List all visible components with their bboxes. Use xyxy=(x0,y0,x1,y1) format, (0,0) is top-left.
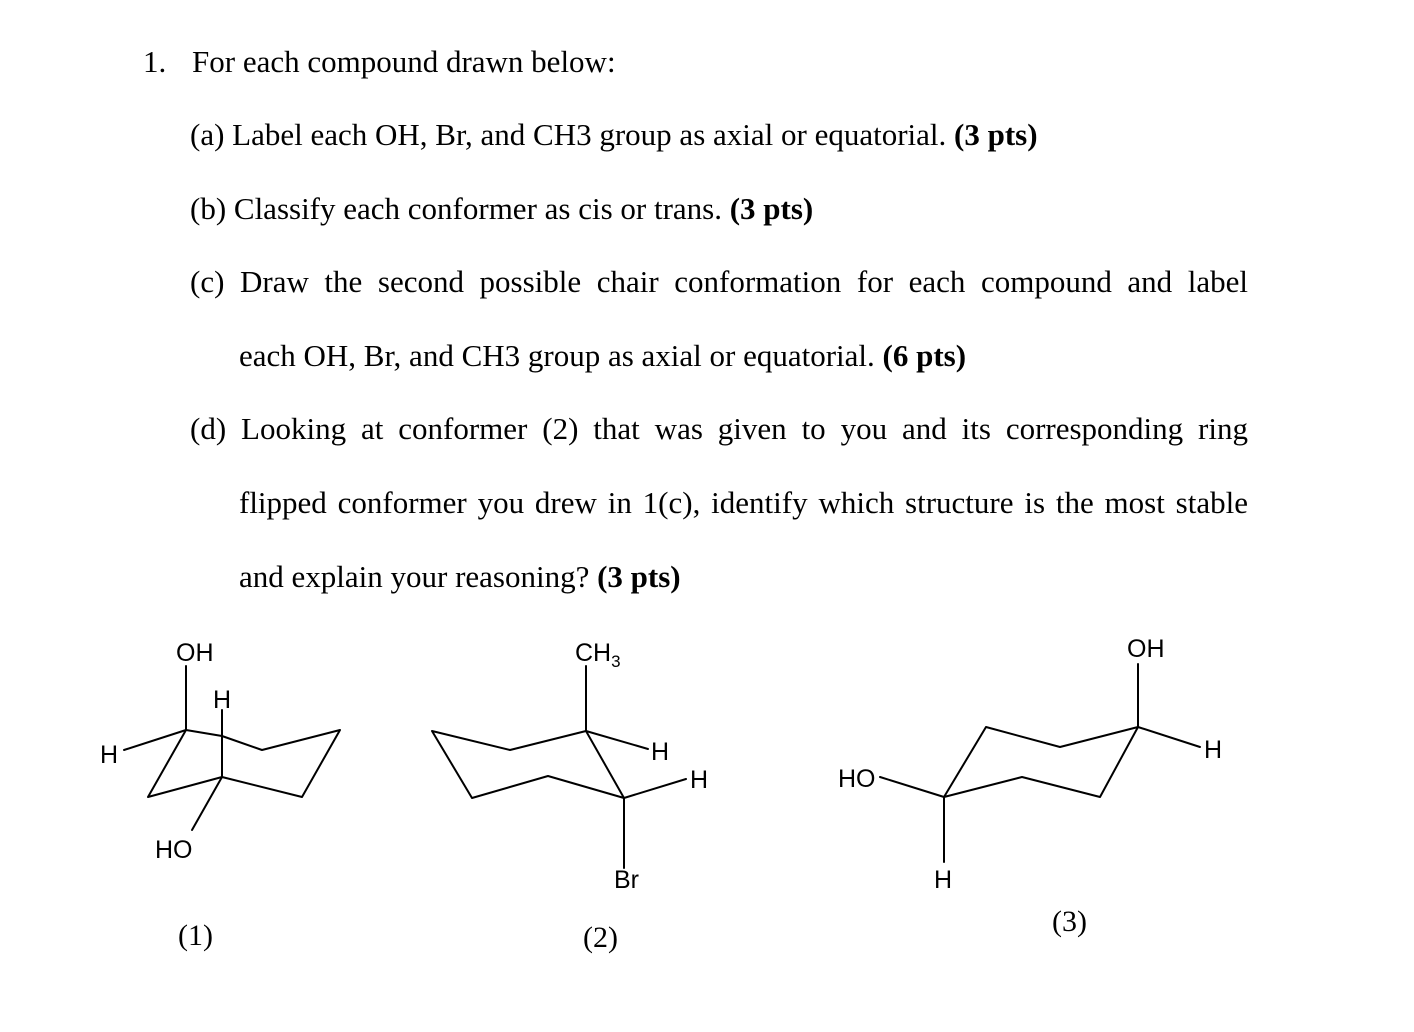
structure-3-ring xyxy=(944,727,1138,797)
structure-1-bonds xyxy=(124,666,340,830)
part-b-text: (b) Classify each conformer as cis or trans. xyxy=(190,191,722,226)
structure-3-oh-label: OH xyxy=(1127,635,1165,663)
structure-1-ho-label: HO xyxy=(155,836,193,864)
part-c-text: each OH, Br, and CH3 group as axial or equatorial. xyxy=(239,338,875,373)
structure-1-h-left-label: H xyxy=(100,741,119,769)
structure-1-oh-label: OH xyxy=(176,639,214,667)
structure-3-h-right-label: H xyxy=(1204,736,1223,764)
part-c-line2 xyxy=(239,338,966,374)
part-a xyxy=(190,117,1038,153)
structure-3-ho-bond xyxy=(880,777,944,797)
part-d-line3 xyxy=(239,559,681,595)
part-d-points: (3 pts) xyxy=(597,559,681,594)
structure-2-bonds xyxy=(432,666,686,868)
structure-2-h1-label: H xyxy=(651,738,670,766)
structure-3-h-bottom-label: H xyxy=(934,866,953,894)
part-d-line2: flipped conformer you drew in 1(c), identify which structure is the most stable xyxy=(239,485,1248,520)
structure-2-ring xyxy=(432,731,624,798)
structures-figure xyxy=(0,600,1414,1032)
structure-2-ch3-label xyxy=(575,639,621,671)
structure-2-ch3-main: CH xyxy=(575,639,612,667)
part-d-line1: (d) Looking at conformer (2) that was given to you and its corresponding ring xyxy=(190,411,1248,446)
question-intro: For each compound drawn below: xyxy=(192,44,616,79)
structure-3-ho-label: HO xyxy=(838,765,876,793)
part-b xyxy=(190,191,813,227)
structure-1-ring xyxy=(148,730,340,797)
structure-1-number: (1) xyxy=(178,919,213,952)
structure-2-ch3-subscript: 3 xyxy=(611,652,621,671)
structure-2-number: (2) xyxy=(583,921,618,954)
structure-1-h-top-label: H xyxy=(213,686,232,714)
part-b-points: (3 pts) xyxy=(729,191,814,226)
structure-1-ho-bond xyxy=(192,777,222,830)
structure-2-h2-label: H xyxy=(690,766,709,794)
part-a-text: (a) Label each OH, Br, and CH3 group as axial or equatorial. xyxy=(190,117,947,152)
structure-3-h-bond xyxy=(1138,727,1200,747)
part-c-line1: (c) Draw the second possible chair conformation for each compound and label xyxy=(190,264,1248,299)
part-c-points: (6 pts) xyxy=(882,338,967,373)
question-number: 1. xyxy=(143,44,167,79)
part-d-text: and explain your reasoning? xyxy=(239,559,590,594)
structure-3-bonds xyxy=(880,664,1200,862)
structure-2-br-label: Br xyxy=(614,866,639,894)
part-a-points: (3 pts) xyxy=(954,117,1038,152)
structure-2-h2-bond xyxy=(624,779,686,798)
structure-3-number: (3) xyxy=(1052,905,1087,938)
